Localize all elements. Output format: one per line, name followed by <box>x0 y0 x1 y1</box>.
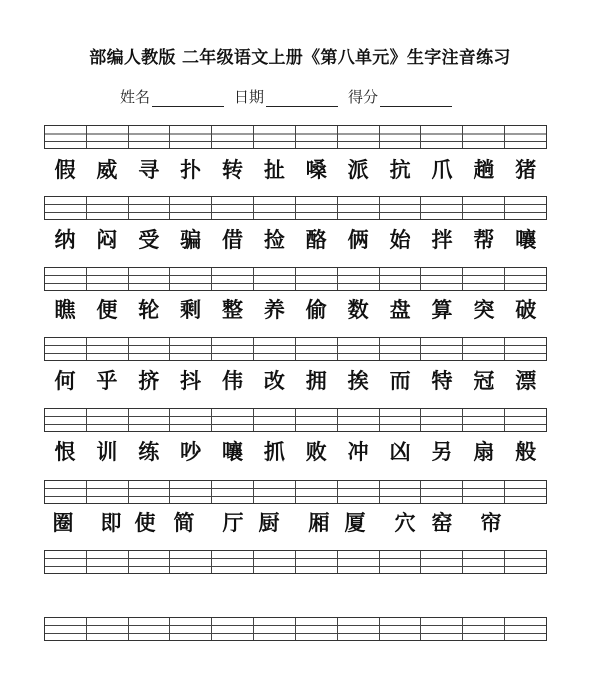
hanzi: 始 <box>389 227 411 252</box>
hanzi: 即 <box>100 510 122 535</box>
pinyin-cell[interactable] <box>463 338 505 360</box>
hanzi: 猪 <box>515 157 537 182</box>
hanzi: 吵 <box>180 439 202 464</box>
pinyin-cell[interactable] <box>338 126 380 148</box>
pinyin-cell[interactable] <box>170 551 212 573</box>
pinyin-cell[interactable] <box>87 197 129 219</box>
pinyin-cell[interactable] <box>87 409 129 431</box>
pinyin-cell[interactable] <box>505 481 546 503</box>
hanzi: 冠 <box>473 368 495 393</box>
pinyin-cell[interactable] <box>254 268 296 290</box>
pinyin-cell[interactable] <box>170 197 212 219</box>
pinyin-cell[interactable] <box>463 481 505 503</box>
pinyin-cell[interactable] <box>296 551 338 573</box>
hanzi: 嚷 <box>222 439 243 464</box>
pinyin-cell[interactable] <box>212 618 254 640</box>
pinyin-cell[interactable] <box>380 481 422 503</box>
pinyin-cell[interactable] <box>254 126 296 148</box>
pinyin-cell[interactable] <box>421 551 463 573</box>
pinyin-cell[interactable] <box>212 197 254 219</box>
pinyin-cell[interactable] <box>129 409 171 431</box>
pinyin-cell[interactable] <box>338 197 380 219</box>
pinyin-cell[interactable] <box>45 481 87 503</box>
hanzi: 整 <box>222 297 243 322</box>
hanzi: 训 <box>96 439 118 464</box>
pinyin-cell[interactable] <box>505 551 546 573</box>
character-row-2 <box>44 226 547 254</box>
character-row-3 <box>44 296 547 324</box>
hanzi: 练 <box>138 439 160 464</box>
hanzi: 突 <box>473 297 495 322</box>
name-label: 姓名 <box>120 88 151 106</box>
hanzi: 改 <box>263 368 285 393</box>
hanzi: 使 <box>134 510 156 535</box>
hanzi: 转 <box>222 157 243 182</box>
hanzi: 拌 <box>431 227 453 252</box>
hanzi: 扯 <box>263 157 285 182</box>
pinyin-cell[interactable] <box>505 268 546 290</box>
hanzi: 窑 <box>431 510 453 535</box>
pinyin-cell[interactable] <box>254 618 296 640</box>
pinyin-cell[interactable] <box>296 481 338 503</box>
pinyin-grid-row-4[interactable] <box>44 337 547 361</box>
hanzi: 穴 <box>394 510 416 535</box>
pinyin-cell[interactable] <box>505 197 546 219</box>
hanzi: 数 <box>347 297 369 322</box>
hanzi: 受 <box>138 227 160 252</box>
pinyin-cell[interactable] <box>129 268 171 290</box>
pinyin-cell[interactable] <box>254 338 296 360</box>
hanzi: 挨 <box>347 368 369 393</box>
pinyin-cell[interactable] <box>463 197 505 219</box>
pinyin-cell[interactable] <box>296 197 338 219</box>
score-input-line[interactable] <box>380 88 452 107</box>
pinyin-cell[interactable] <box>212 126 254 148</box>
pinyin-cell[interactable] <box>87 481 129 503</box>
pinyin-cell[interactable] <box>380 338 422 360</box>
hanzi: 嗓 <box>305 157 327 182</box>
pinyin-cell[interactable] <box>338 409 380 431</box>
pinyin-cell[interactable] <box>338 618 380 640</box>
pinyin-cell[interactable] <box>129 197 171 219</box>
pinyin-cell[interactable] <box>338 551 380 573</box>
student-info-fields <box>120 86 462 107</box>
hanzi: 趟 <box>473 157 495 182</box>
hanzi: 扇 <box>473 439 495 464</box>
hanzi: 伟 <box>222 368 243 393</box>
hanzi: 挤 <box>138 368 160 393</box>
character-row-5 <box>44 438 547 466</box>
pinyin-cell[interactable] <box>421 618 463 640</box>
character-row-1 <box>44 156 547 184</box>
pinyin-cell[interactable] <box>129 481 171 503</box>
pinyin-grid-row-1[interactable] <box>44 125 547 149</box>
pinyin-cell[interactable] <box>463 268 505 290</box>
hanzi: 骗 <box>180 227 202 252</box>
pinyin-cell[interactable] <box>338 338 380 360</box>
pinyin-grid-row-7[interactable] <box>44 550 547 574</box>
pinyin-cell[interactable] <box>421 409 463 431</box>
hanzi: 便 <box>96 297 118 322</box>
hanzi: 帮 <box>473 227 495 252</box>
hanzi: 捡 <box>263 227 285 252</box>
pinyin-cell[interactable] <box>45 197 87 219</box>
pinyin-cell[interactable] <box>170 618 212 640</box>
hanzi: 抖 <box>180 368 202 393</box>
hanzi: 嚷 <box>515 227 537 252</box>
pinyin-cell[interactable] <box>170 409 212 431</box>
pinyin-cell[interactable] <box>254 551 296 573</box>
pinyin-cell[interactable] <box>421 126 463 148</box>
pinyin-cell[interactable] <box>380 197 422 219</box>
hanzi: 假 <box>54 157 76 182</box>
hanzi: 帘 <box>480 510 502 535</box>
pinyin-cell[interactable] <box>170 338 212 360</box>
hanzi: 剩 <box>180 297 202 322</box>
hanzi: 借 <box>222 227 243 252</box>
score-label: 得分 <box>348 88 379 106</box>
hanzi: 厅 <box>222 510 244 535</box>
pinyin-cell[interactable] <box>421 197 463 219</box>
pinyin-cell[interactable] <box>421 268 463 290</box>
pinyin-grid-row-5[interactable] <box>44 408 547 432</box>
date-input-line[interactable] <box>266 88 338 107</box>
pinyin-cell[interactable] <box>45 268 87 290</box>
pinyin-cell[interactable] <box>463 409 505 431</box>
pinyin-cell[interactable] <box>505 618 546 640</box>
hanzi: 酪 <box>305 227 327 252</box>
hanzi: 冲 <box>347 439 369 464</box>
hanzi: 派 <box>347 157 369 182</box>
pinyin-cell[interactable] <box>421 338 463 360</box>
date-field[interactable] <box>234 86 338 107</box>
pinyin-cell[interactable] <box>129 618 171 640</box>
hanzi: 凶 <box>389 439 411 464</box>
pinyin-cell[interactable] <box>463 551 505 573</box>
pinyin-cell[interactable] <box>380 409 422 431</box>
hanzi: 威 <box>96 157 118 182</box>
pinyin-cell[interactable] <box>129 126 171 148</box>
hanzi: 厢 <box>308 510 330 535</box>
hanzi: 寻 <box>138 157 160 182</box>
hanzi: 算 <box>431 297 453 322</box>
hanzi: 恨 <box>54 439 76 464</box>
pinyin-grid-row-8[interactable] <box>44 617 547 641</box>
hanzi: 闷 <box>96 227 118 252</box>
hanzi: 盘 <box>389 297 411 322</box>
pinyin-cell[interactable] <box>129 338 171 360</box>
pinyin-cell[interactable] <box>296 338 338 360</box>
pinyin-cell[interactable] <box>87 338 129 360</box>
pinyin-grid-row-2[interactable] <box>44 196 547 220</box>
pinyin-cell[interactable] <box>338 268 380 290</box>
pinyin-cell[interactable] <box>170 268 212 290</box>
hanzi: 拥 <box>305 368 327 393</box>
pinyin-cell[interactable] <box>421 481 463 503</box>
pinyin-cell[interactable] <box>87 618 129 640</box>
pinyin-cell[interactable] <box>296 126 338 148</box>
worksheet-title: 部编人教版 二年级语文上册《第八单元》生字注音练习 <box>89 48 511 68</box>
pinyin-cell[interactable] <box>505 126 546 148</box>
hanzi: 简 <box>173 510 195 535</box>
hanzi: 圈 <box>52 510 74 535</box>
pinyin-grid-row-3[interactable] <box>44 267 547 291</box>
pinyin-cell[interactable] <box>380 126 422 148</box>
pinyin-cell[interactable] <box>45 338 87 360</box>
hanzi: 败 <box>305 439 327 464</box>
name-field[interactable] <box>120 86 224 107</box>
hanzi: 厨 <box>258 510 280 535</box>
pinyin-cell[interactable] <box>45 551 87 573</box>
hanzi: 特 <box>431 368 453 393</box>
name-input-line[interactable] <box>152 88 224 107</box>
pinyin-cell[interactable] <box>463 126 505 148</box>
pinyin-cell[interactable] <box>45 409 87 431</box>
hanzi: 养 <box>263 297 285 322</box>
pinyin-cell[interactable] <box>212 268 254 290</box>
pinyin-cell[interactable] <box>87 551 129 573</box>
hanzi: 乎 <box>96 368 118 393</box>
hanzi: 抗 <box>389 157 411 182</box>
hanzi: 瞧 <box>54 297 76 322</box>
pinyin-cell[interactable] <box>212 409 254 431</box>
pinyin-cell[interactable] <box>463 618 505 640</box>
hanzi: 厦 <box>344 510 366 535</box>
pinyin-cell[interactable] <box>505 338 546 360</box>
hanzi: 扑 <box>180 157 202 182</box>
hanzi: 般 <box>515 439 537 464</box>
pinyin-cell[interactable] <box>380 551 422 573</box>
pinyin-cell[interactable] <box>254 409 296 431</box>
hanzi: 何 <box>54 368 76 393</box>
pinyin-cell[interactable] <box>87 126 129 148</box>
pinyin-cell[interactable] <box>505 409 546 431</box>
pinyin-cell[interactable] <box>212 338 254 360</box>
hanzi: 而 <box>389 368 411 393</box>
pinyin-cell[interactable] <box>254 481 296 503</box>
hanzi: 偷 <box>305 297 327 322</box>
hanzi: 爪 <box>431 157 453 182</box>
pinyin-cell[interactable] <box>212 551 254 573</box>
pinyin-cell[interactable] <box>338 481 380 503</box>
pinyin-cell[interactable] <box>45 618 87 640</box>
score-field[interactable] <box>348 86 452 107</box>
pinyin-cell[interactable] <box>45 126 87 148</box>
hanzi: 纳 <box>54 227 76 252</box>
pinyin-grid-row-6[interactable] <box>44 480 547 504</box>
pinyin-cell[interactable] <box>170 481 212 503</box>
pinyin-cell[interactable] <box>170 126 212 148</box>
pinyin-cell[interactable] <box>129 551 171 573</box>
pinyin-cell[interactable] <box>380 268 422 290</box>
date-label: 日期 <box>234 88 265 106</box>
pinyin-cell[interactable] <box>296 409 338 431</box>
pinyin-cell[interactable] <box>212 481 254 503</box>
hanzi: 破 <box>515 297 537 322</box>
pinyin-cell[interactable] <box>380 618 422 640</box>
character-row-4 <box>44 367 547 395</box>
hanzi: 另 <box>431 439 453 464</box>
pinyin-cell[interactable] <box>254 197 296 219</box>
pinyin-cell[interactable] <box>296 618 338 640</box>
pinyin-cell[interactable] <box>296 268 338 290</box>
hanzi: 俩 <box>347 227 369 252</box>
pinyin-cell[interactable] <box>87 268 129 290</box>
hanzi: 轮 <box>138 297 160 322</box>
hanzi: 抓 <box>263 439 285 464</box>
hanzi: 漂 <box>515 368 537 393</box>
